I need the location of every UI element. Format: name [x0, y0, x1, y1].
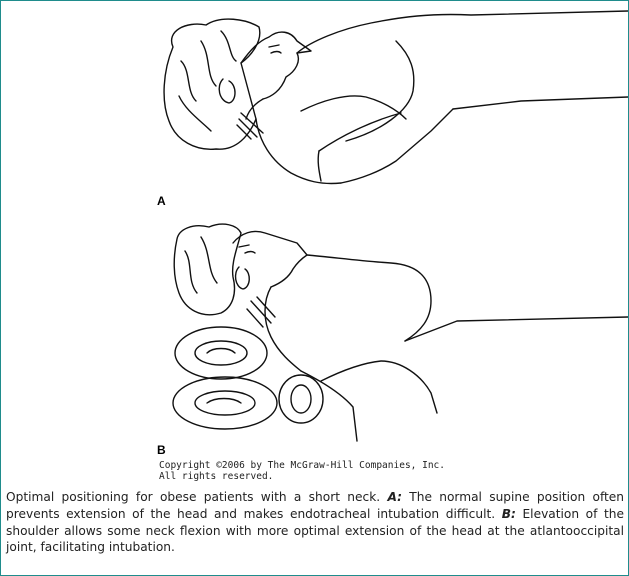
panel-a-drawing: [164, 11, 628, 184]
copyright-notice: [159, 460, 445, 482]
figure-caption: [6, 489, 624, 556]
caption-intro: Optimal positioning for obese patients with a short neck.: [6, 490, 381, 504]
caption-a-label: A:: [387, 490, 402, 504]
panel-b-drawing: [173, 224, 628, 441]
caption-b-text: Elevation of the shoulder allows some neck flexion with more optimal extension of the head at the atlantooccipital joint, facilitating intubation.: [6, 506, 625, 555]
copyright-line-2: All rights reserved.: [159, 471, 274, 482]
copyright-line-1: Copyright ©2006 by The McGraw-Hill Companies, Inc.: [159, 460, 445, 471]
panel-a-label: A: [157, 194, 166, 208]
caption-b-label: B:: [501, 506, 516, 521]
illustration: [1, 1, 628, 487]
panel-b-label: B: [157, 443, 166, 457]
caption-a-text: The normal supine position often prevents extension of the head and makes endotracheal intubation difficult.: [6, 490, 625, 521]
